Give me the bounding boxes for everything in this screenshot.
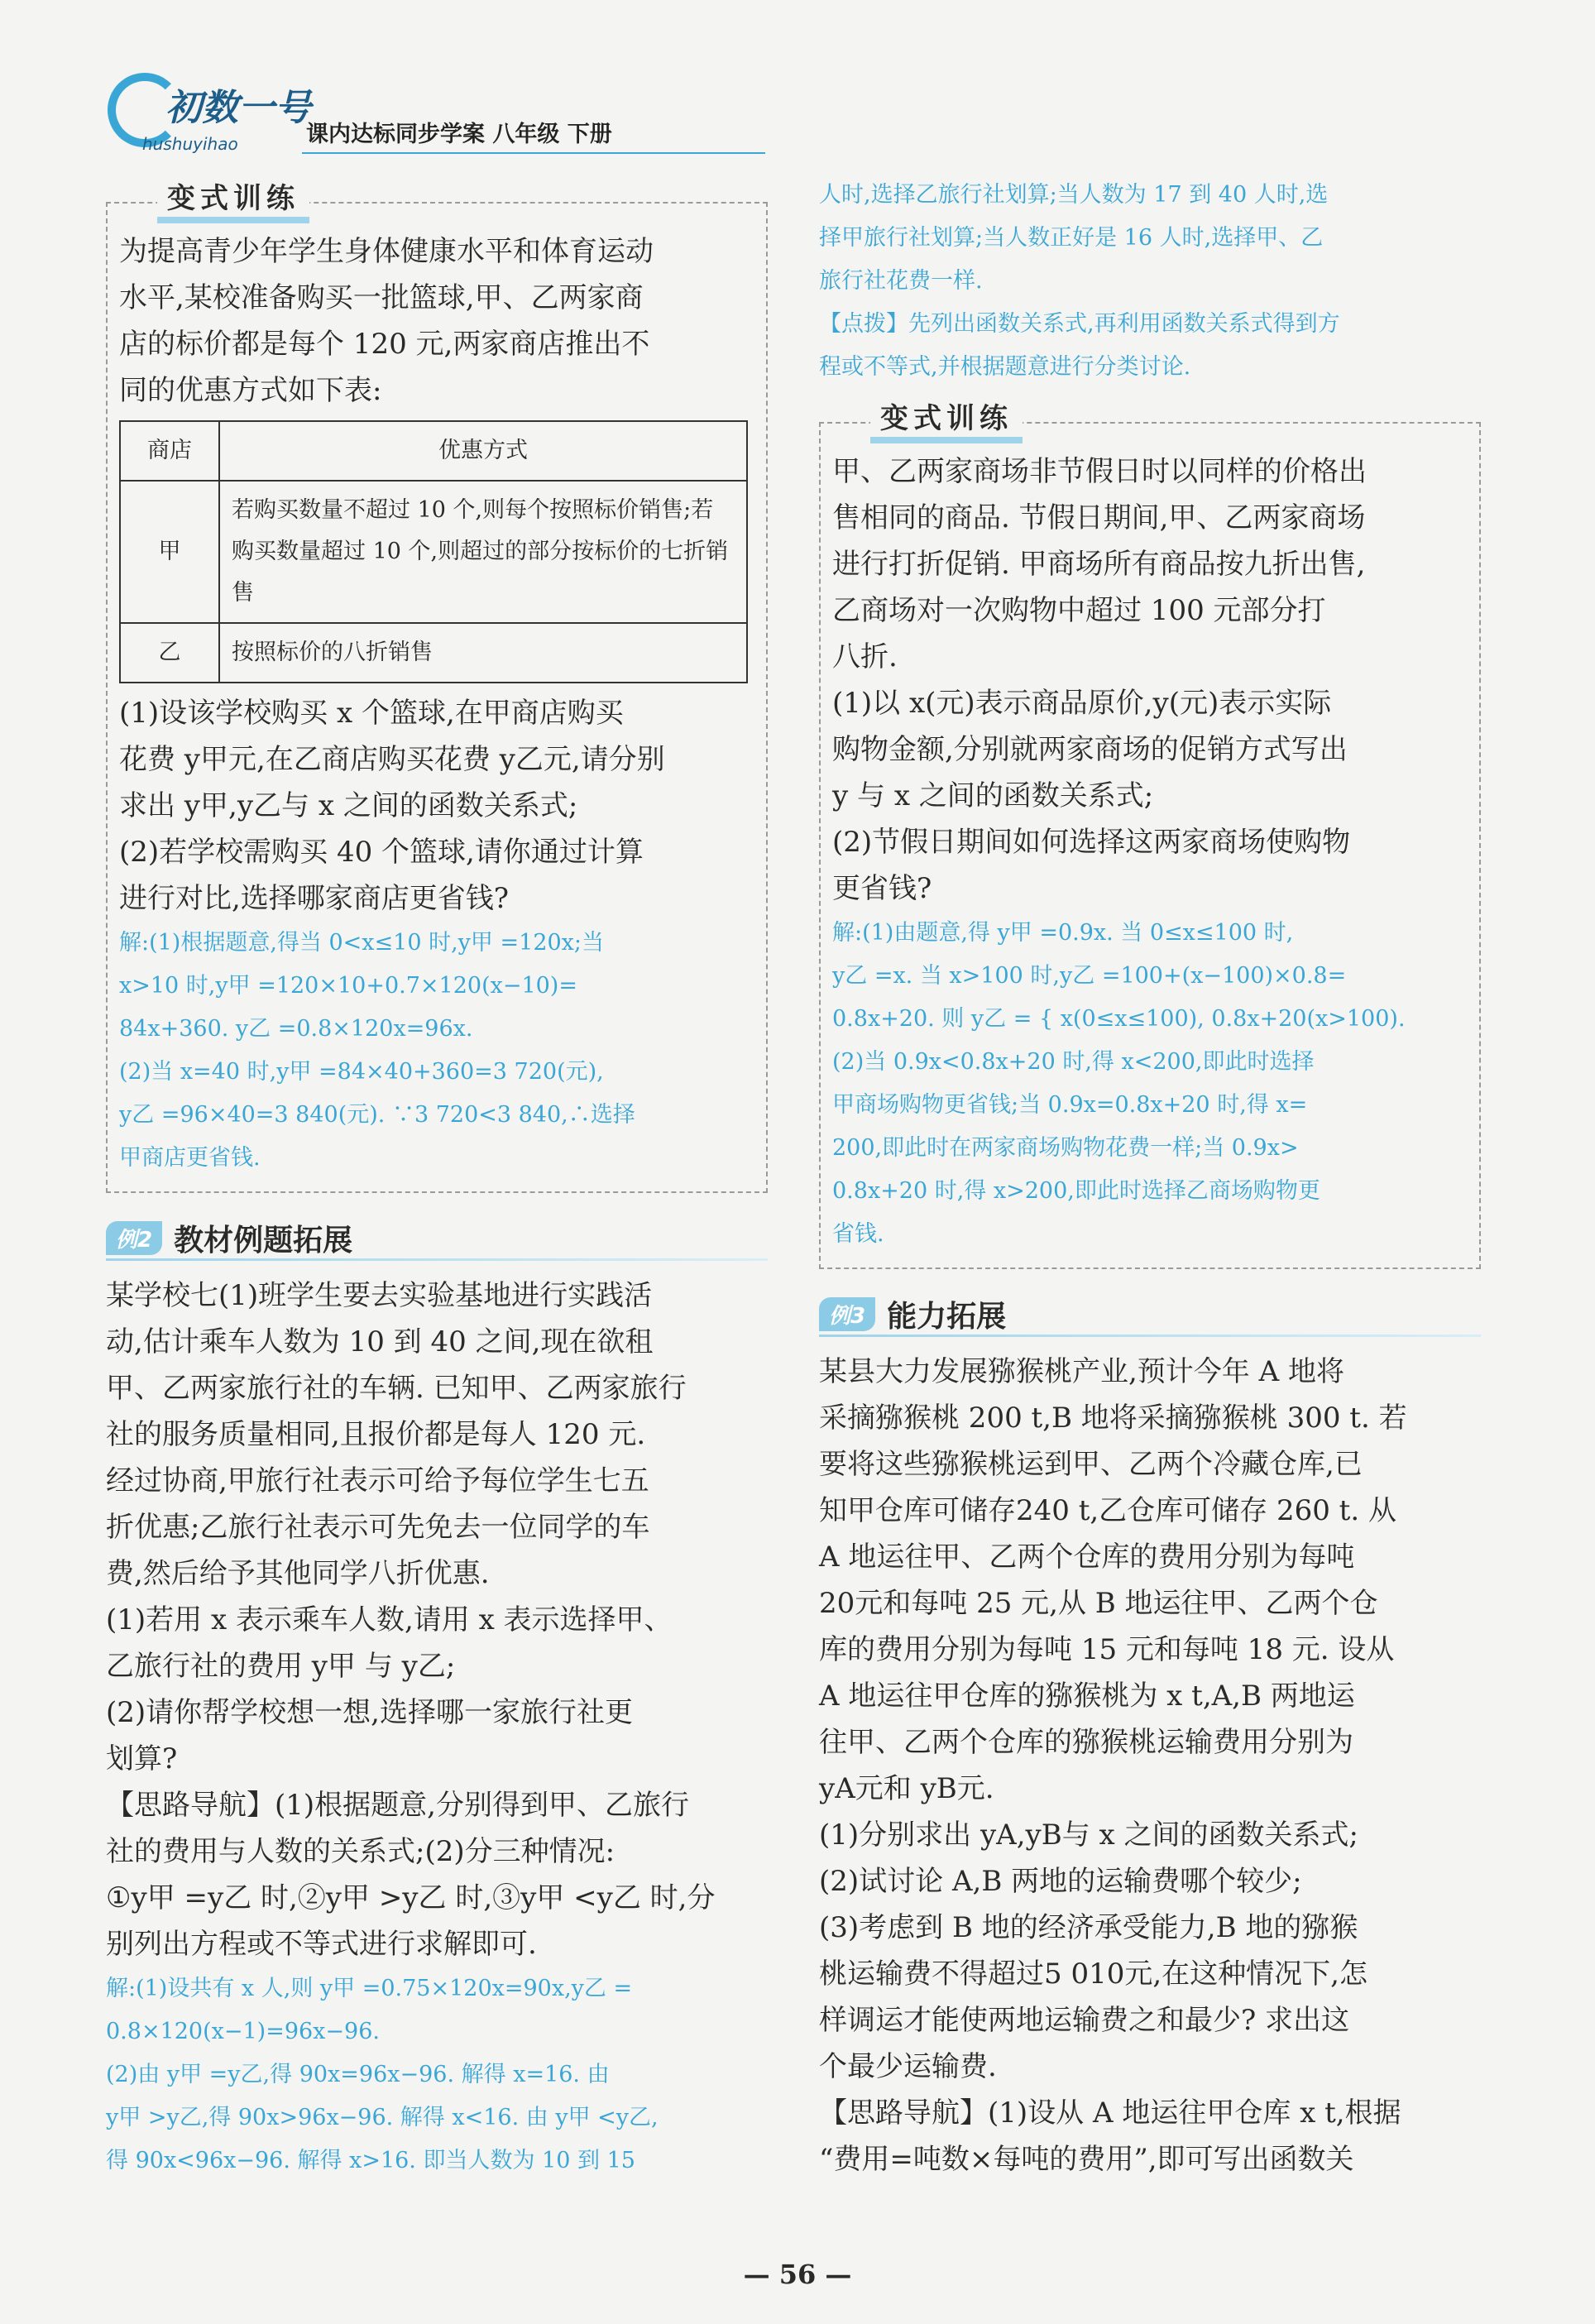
- page-header: [108, 73, 1514, 164]
- text-line: 同的优惠方式如下表:: [119, 374, 382, 407]
- text-line: 更省钱?: [832, 872, 932, 905]
- text-line: 折优惠;乙旅行社表示可先免去一位同学的车: [106, 1511, 650, 1544]
- solution-line: 程或不等式,并根据题意进行分类讨论.: [819, 354, 1191, 380]
- solution-line: 84x+360. y乙 =0.8×120x=96x.: [119, 1016, 473, 1042]
- logo-text: 初数一号: [165, 87, 311, 129]
- practice-box-title: 变式训练: [870, 400, 1023, 443]
- solution-line: x>10 时,y甲 =120×10+0.7×120(x−10)=: [119, 973, 577, 999]
- text-line: A 地运往甲、乙两个仓库的费用分别为每吨: [819, 1541, 1355, 1574]
- text-line: 乙旅行社的费用 y甲 与 y乙;: [106, 1650, 456, 1683]
- text-line: 甲、乙两家旅行社的车辆. 已知甲、乙两家旅行: [106, 1372, 687, 1405]
- text-line: 库的费用分别为每吨 15 元和每吨 18 元. 设从: [819, 1633, 1395, 1666]
- text-line: 为提高青少年学生身体健康水平和体育运动: [119, 235, 654, 268]
- table-header-cell: 商店: [120, 421, 219, 481]
- text-line: 往甲、乙两个仓库的猕猴桃运输费用分别为: [819, 1726, 1353, 1759]
- text-line: y 与 x 之间的函数关系式;: [832, 779, 1154, 812]
- text-line: 【思路导航】(1)设从 A 地运往甲仓库 x t,根据: [819, 2096, 1401, 2130]
- page-number: — 56 —: [743, 2259, 852, 2290]
- offers-table: [119, 420, 748, 683]
- solution-line: (2)当 x=40 时,y甲 =84×40+360=3 720(元),: [119, 1059, 604, 1085]
- text-line: 桃运输费不得超过5 010元,在这种情况下,怎: [819, 1957, 1367, 1991]
- text-line: 动,估计乘车人数为 10 到 40 之间,现在欲租: [106, 1325, 654, 1358]
- text-line: ①y甲 =y乙 时,②y甲 >y乙 时,③y甲 <y乙 时,分: [106, 1881, 716, 1914]
- text-line: 购物金额,分别就两家商场的促销方式写出: [832, 733, 1348, 766]
- text-line: A 地运往甲仓库的猕猴桃为 x t,A,B 两地运: [819, 1680, 1355, 1713]
- text-line: (1)若用 x 表示乘车人数,请用 x 表示选择甲、: [106, 1603, 673, 1636]
- table-cell: 若购买数量不超过 10 个,则每个按照标价销售;若购买数量超过 10 个,则超过的部分按标价的七折销售: [219, 481, 747, 623]
- text-line: 进行对比,选择哪家商店更省钱?: [119, 882, 510, 915]
- section-divider: [106, 1258, 768, 1261]
- text-line: 某学校七(1)班学生要去实验基地进行实践活: [106, 1279, 653, 1312]
- practice-box-2: [819, 402, 1481, 1269]
- table-header-cell: 优惠方式: [219, 421, 747, 481]
- solution-line: (2)当 0.9x<0.8x+20 时,得 x<200,即此时选择: [832, 1049, 1315, 1075]
- solution-line: 甲商店更省钱.: [119, 1145, 261, 1171]
- solution-line: y甲 >y乙,得 90x>96x−96. 解得 x<16. 由 y甲 <y乙,: [106, 2105, 659, 2130]
- text-line: 甲、乙两家商场非节假日时以同样的价格出: [832, 455, 1367, 488]
- text-line: 要将这些猕猴桃运到甲、乙两个冷藏仓库,已: [819, 1448, 1363, 1481]
- solution-line: 200,即此时在两家商场购物花费一样;当 0.9x>: [832, 1135, 1299, 1161]
- solution-line: 甲商场购物更省钱;当 0.9x=0.8x+20 时,得 x=: [832, 1092, 1308, 1118]
- text-line: 水平,某校准备购买一批篮球,甲、乙两家商: [119, 281, 644, 314]
- solution-line: 0.8x+20. 则 y乙 = { x(0≤x≤100), 0.8x+20(x>100).: [832, 1006, 1406, 1032]
- text-line: 费,然后给予其他同学八折优惠.: [106, 1557, 490, 1590]
- text-line: 社的服务质量相同,且报价都是每人 120 元.: [106, 1418, 646, 1451]
- text-line: (1)以 x(元)表示商品原价,y(元)表示实际: [832, 687, 1332, 720]
- text-line: 个最少运输费.: [819, 2050, 997, 2083]
- solution-line: 得 90x<96x−96. 解得 x>16. 即当人数为 10 到 15: [106, 2148, 635, 2173]
- table-cell: 乙: [120, 623, 219, 683]
- example-2-heading: [106, 1215, 768, 1261]
- text-line: yA元和 yB元.: [819, 1772, 994, 1805]
- solution-line: (2)由 y甲 =y乙,得 90x=96x−96. 解得 x=16. 由: [106, 2062, 610, 2087]
- example-3-heading: [819, 1291, 1481, 1337]
- right-column: [819, 174, 1481, 2183]
- table-row: [120, 421, 747, 481]
- solution-line: 0.8x+20 时,得 x>200,即此时选择乙商场购物更: [832, 1178, 1320, 1204]
- solution-line: 【点拨】先列出函数关系式,再利用函数关系式得到方: [819, 311, 1340, 337]
- solution-line: 旅行社花费一样.: [819, 268, 983, 294]
- text-line: 知甲仓库可储存240 t,乙仓库可储存 260 t. 从: [819, 1494, 1396, 1527]
- solution-line: 解:(1)根据题意,得当 0<x≤10 时,y甲 =120x;当: [119, 930, 604, 956]
- table-cell: 甲: [120, 481, 219, 623]
- solution-line: 解:(1)设共有 x 人,则 y甲 =0.75×120x=90x,y乙 =: [106, 1976, 633, 2001]
- text-line: 20元和每吨 25 元,从 B 地运往甲、乙两个仓: [819, 1587, 1378, 1620]
- header-divider: [302, 152, 765, 154]
- text-line: 进行打折促销. 甲商场所有商品按九折出售,: [832, 548, 1366, 581]
- solution-line: y乙 =x. 当 x>100 时,y乙 =100+(x−100)×0.8=: [832, 963, 1347, 989]
- text-line: 样调运才能使两地运输费之和最少? 求出这: [819, 2004, 1350, 2037]
- solution-line: 人时,选择乙旅行社划算;当人数为 17 到 40 人时,选: [819, 182, 1329, 208]
- section-title: 能力拓展: [887, 1299, 1007, 1334]
- text-line: (1)分别求出 yA,yB与 x 之间的函数关系式;: [819, 1818, 1358, 1852]
- solution-line: 0.8×120(x−1)=96x−96.: [106, 2019, 380, 2044]
- text-line: (2)若学校需购买 40 个篮球,请你通过计算: [119, 836, 644, 869]
- solution-line: 解:(1)由题意,得 y甲 =0.9x. 当 0≤x≤100 时,: [832, 920, 1294, 946]
- table-row: [120, 481, 747, 623]
- text-line: (2)节假日期间如何选择这两家商场使购物: [832, 826, 1351, 859]
- text-line: (3)考虑到 B 地的经济承受能力,B 地的猕猴: [819, 1911, 1358, 1944]
- text-line: (1)设该学校购买 x 个篮球,在甲商店购买: [119, 697, 624, 730]
- text-line: 【思路导航】(1)根据题意,分别得到甲、乙旅行: [106, 1789, 689, 1822]
- text-line: 划算?: [106, 1742, 178, 1775]
- text-line: 社的费用与人数的关系式;(2)分三种情况:: [106, 1835, 615, 1868]
- solution-line: 择甲旅行社划算;当人数正好是 16 人时,选择甲、乙: [819, 225, 1324, 251]
- text-line: 求出 y甲,y乙与 x 之间的函数关系式;: [119, 789, 578, 822]
- header-subtitle: 课内达标同步学案 八年级 下册: [306, 122, 612, 147]
- left-column: [106, 182, 768, 2183]
- logo-pinyin: hushuyihao: [142, 134, 238, 154]
- solution-line: y乙 =96×40=3 840(元). ∵3 720<3 840,∴选择: [119, 1102, 635, 1128]
- section-divider: [819, 1335, 1481, 1337]
- text-line: “费用=吨数×每吨的费用”,即可写出函数关: [819, 2143, 1354, 2176]
- text-line: 经过协商,甲旅行社表示可给予每位学生七五: [106, 1464, 649, 1497]
- text-line: 采摘猕猴桃 200 t,B 地将采摘猕猴桃 300 t. 若: [819, 1402, 1407, 1435]
- table-row: [120, 623, 747, 683]
- solution-line: 省钱.: [832, 1221, 884, 1247]
- text-line: 售相同的商品. 节假日期间,甲、乙两家商场: [832, 501, 1366, 534]
- text-line: 乙商场对一次购物中超过 100 元部分打: [832, 594, 1326, 627]
- text-line: (2)试讨论 A,B 两地的运输费哪个较少;: [819, 1865, 1302, 1898]
- practice-box-1: [106, 182, 768, 1193]
- text-line: 八折.: [832, 640, 898, 673]
- table-cell: 按照标价的八折销售: [219, 623, 747, 683]
- text-line: 花费 y甲元,在乙商店购买花费 y乙元,请分别: [119, 743, 665, 776]
- text-line: 某县大力发展猕猴桃产业,预计今年 A 地将: [819, 1355, 1344, 1388]
- example-tag: 例3: [819, 1297, 875, 1331]
- text-line: (2)请你帮学校想一想,选择哪一家旅行社更: [106, 1696, 633, 1729]
- text-line: 别列出方程或不等式进行求解即可.: [106, 1928, 537, 1961]
- example-tag: 例2: [106, 1221, 162, 1255]
- section-title: 教材例题拓展: [174, 1223, 353, 1258]
- text-line: 店的标价都是每个 120 元,两家商店推出不: [119, 328, 650, 361]
- practice-box-title: 变式训练: [157, 180, 309, 223]
